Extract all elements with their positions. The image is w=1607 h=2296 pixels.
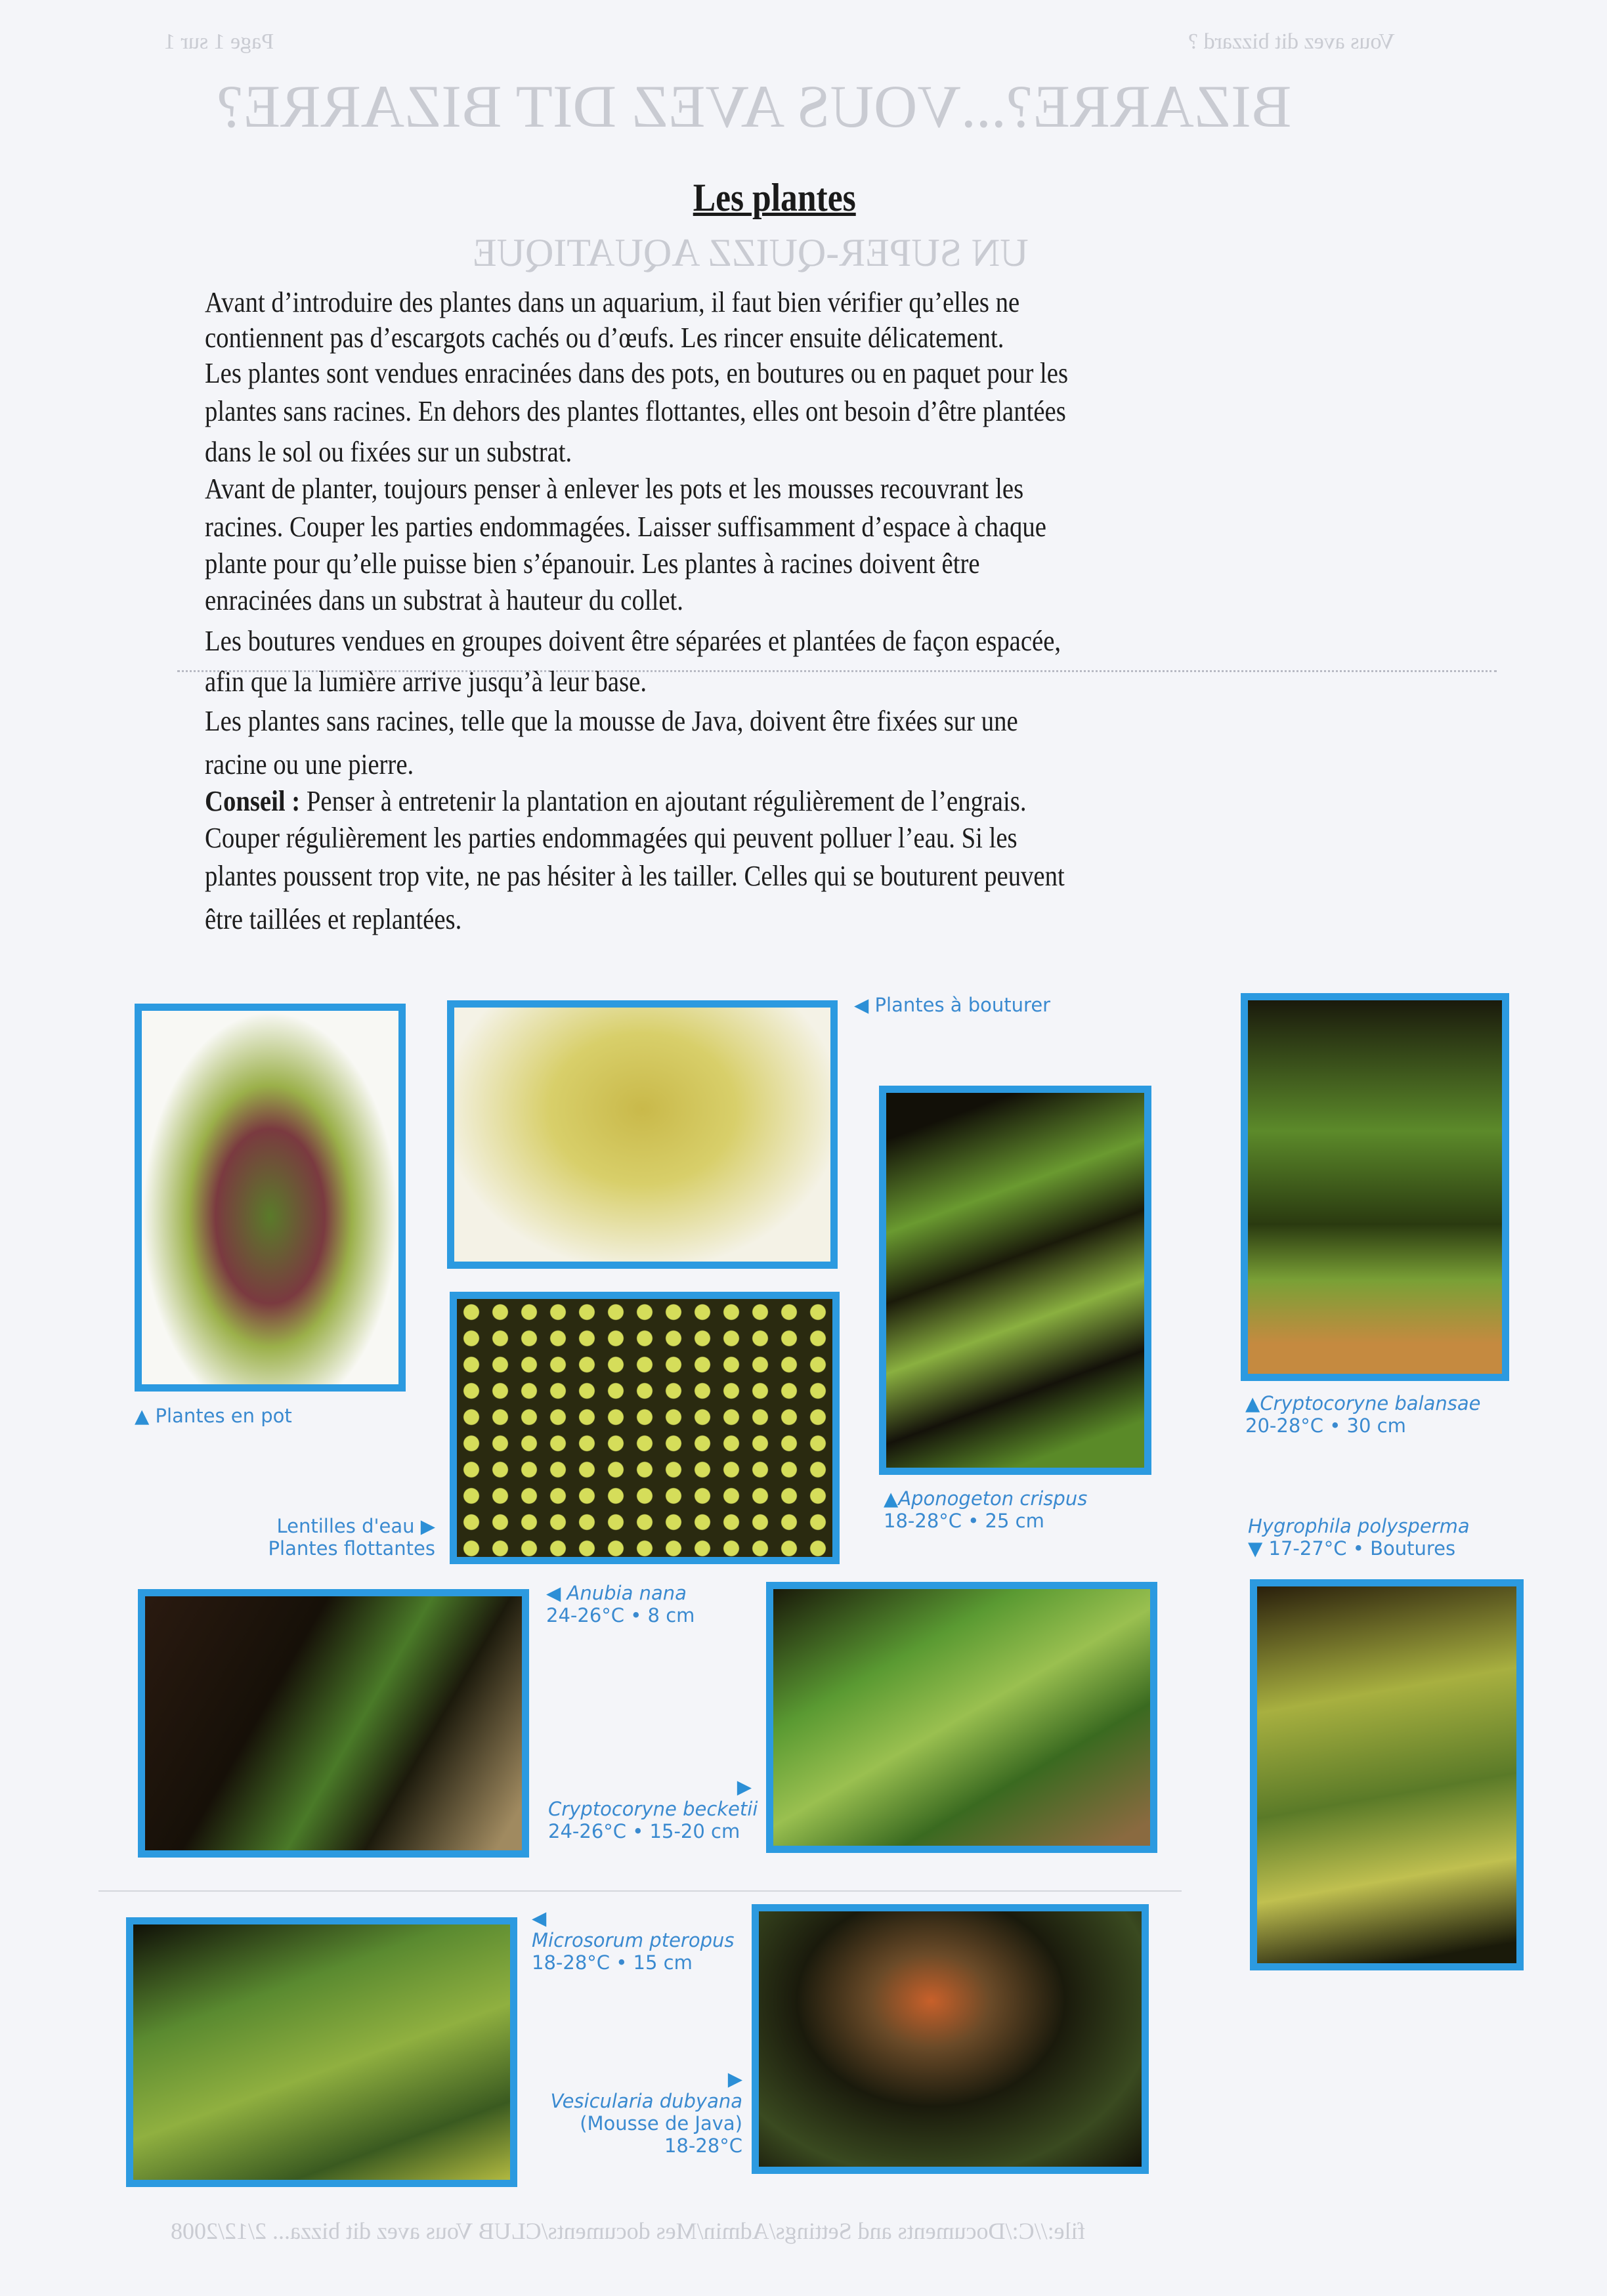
caption-name: Hygrophila polysperma: [1248, 1515, 1470, 1537]
photo-vesicularia: [752, 1904, 1149, 2174]
caption-aponogeton: [884, 1487, 1087, 1532]
caption-text: Plantes à bouturer: [874, 994, 1051, 1016]
photo-anubia: [138, 1589, 529, 1858]
paragraph-line: Les plantes sans racines, telle que la mousse de Java, doivent être fixées sur une: [205, 705, 1018, 737]
caption-plantes-a-bouturer: [854, 994, 1050, 1016]
caption-microsorum: [532, 1907, 735, 1974]
conseil-label: Conseil :: [205, 785, 301, 817]
triangle-left-icon: ◀: [532, 1907, 547, 1929]
triangle-up-icon: ▲: [1245, 1392, 1260, 1414]
caption-info: 24-26°C • 15-20 cm: [548, 1820, 740, 1842]
caption-info: 18-28°C: [664, 2135, 742, 2157]
caption-sub: Plantes flottantes: [268, 1537, 435, 1560]
caption-becketii: [548, 1775, 758, 1842]
caption-info: 20-28°C • 30 cm: [1245, 1414, 1406, 1437]
paragraph-line: plantes poussent trop vite, ne pas hésiter à les tailler. Celles qui se bouturent peuvent: [205, 860, 1065, 892]
ghost-banner: BIZARRE?...VOUS AVEZ DIT BIZARRE?: [217, 73, 1292, 140]
triangle-down-icon: ▼: [1248, 1537, 1263, 1560]
caption-balansae: [1245, 1392, 1481, 1437]
paragraph-line: racine ou une pierre.: [205, 748, 414, 780]
caption-name: Microsorum pteropus: [532, 1929, 735, 1951]
caption-name: Cryptocoryne balansae: [1260, 1392, 1481, 1414]
caption-lentilles: [268, 1515, 435, 1560]
paragraph-line: enracinées dans un substrat à hauteur du collet.: [205, 584, 683, 616]
conseil-text: Penser à entretenir la plantation en ajoutant régulièrement de l’engrais.: [306, 785, 1027, 817]
paragraph-line: Couper régulièrement les parties endommagées qui peuvent polluer l’eau. Si les: [205, 822, 1018, 854]
photo-hygrophila: [1250, 1579, 1524, 1970]
photo-lentilles: [450, 1292, 840, 1564]
paragraph-line: Les boutures vendues en groupes doivent être séparées et plantées de façon espacée,: [205, 625, 1061, 657]
ghost-header-left: Page 1 sur 1: [164, 30, 274, 54]
triangle-left-icon: ◀: [854, 994, 869, 1016]
paragraph-line: afin que la lumière arrive jusqu’à leur base.: [205, 666, 647, 698]
caption-hygrophila: [1248, 1515, 1470, 1560]
ghost-header-right: Vous avez dit bizzard ?: [1188, 30, 1395, 54]
photo-plantes-en-pot: [135, 1004, 406, 1392]
caption-name: Lentilles d'eau: [276, 1515, 415, 1537]
triangle-right-icon: ▶: [420, 1515, 435, 1537]
ghost-subbanner: UN SUPER-QUIZZ AQUATIQUE: [473, 231, 1029, 274]
caption-name: Vesicularia dubyana: [550, 2090, 742, 2112]
paragraph-line: contiennent pas d’escargots cachés ou d’œufs. Les rincer ensuite délicatement.: [205, 322, 1004, 354]
triangle-left-icon: ◀: [546, 1582, 561, 1604]
paragraph-line: dans le sol ou fixées sur un substrat.: [205, 436, 572, 468]
photo-microsorum: [126, 1917, 517, 2187]
photo-plantes-a-bouturer: [447, 1000, 838, 1269]
caption-name: Anubia nana: [567, 1582, 687, 1604]
caption-info: 18-28°C • 25 cm: [884, 1510, 1044, 1532]
photo-cryptocoryne-becketii: [766, 1582, 1157, 1853]
caption-info: 17-27°C • Boutures: [1268, 1537, 1456, 1560]
caption-name: Cryptocoryne becketii: [548, 1798, 758, 1820]
triangle-right-icon: ▶: [727, 2068, 742, 2090]
caption-name: Aponogeton crispus: [898, 1487, 1088, 1510]
triangle-right-icon: ▶: [737, 1775, 752, 1798]
triangle-up-icon: ▲: [135, 1405, 150, 1427]
divider: [98, 1890, 1182, 1892]
caption-plantes-en-pot: [135, 1405, 292, 1427]
caption-anubia: [546, 1582, 695, 1626]
ghost-footer: file://C:/Documents and Settings/Admin/Mes documents/CLUB Vous avez dit bizza... 2/12/2008: [171, 2218, 1086, 2244]
paragraph-line-conseil: [205, 785, 1027, 818]
paragraph-line: plantes sans racines. En dehors des plantes flottantes, elles ont besoin d’être plantées: [205, 395, 1066, 427]
caption-info: 18-28°C • 15 cm: [532, 1951, 693, 1974]
caption-sub: (Mousse de Java): [580, 2112, 742, 2135]
caption-text: Plantes en pot: [155, 1405, 292, 1427]
paragraph-line: plante pour qu’elle puisse bien s’épanouir. Les plantes à racines doivent être: [205, 547, 980, 580]
caption-vesicularia: [550, 2068, 742, 2157]
photo-aponogeton: [879, 1086, 1151, 1475]
page-title: Les plantes: [693, 176, 856, 219]
paragraph-line: être taillées et replantées.: [205, 903, 462, 935]
caption-info: 24-26°C • 8 cm: [546, 1604, 695, 1626]
paragraph-line: racines. Couper les parties endommagées. Laisser suffisamment d’espace à chaque: [205, 511, 1046, 543]
paragraph-line: Les plantes sont vendues enracinées dans des pots, en boutures ou en paquet pour les: [205, 357, 1069, 389]
paragraph-line: Avant de planter, toujours penser à enlever les pots et les mousses recouvrant les: [205, 473, 1024, 505]
triangle-up-icon: ▲: [884, 1487, 899, 1510]
photo-cryptocoryne-balansae: [1241, 993, 1509, 1381]
paragraph-line: Avant d’introduire des plantes dans un aquarium, il faut bien vérifier qu’elles ne: [205, 286, 1020, 318]
